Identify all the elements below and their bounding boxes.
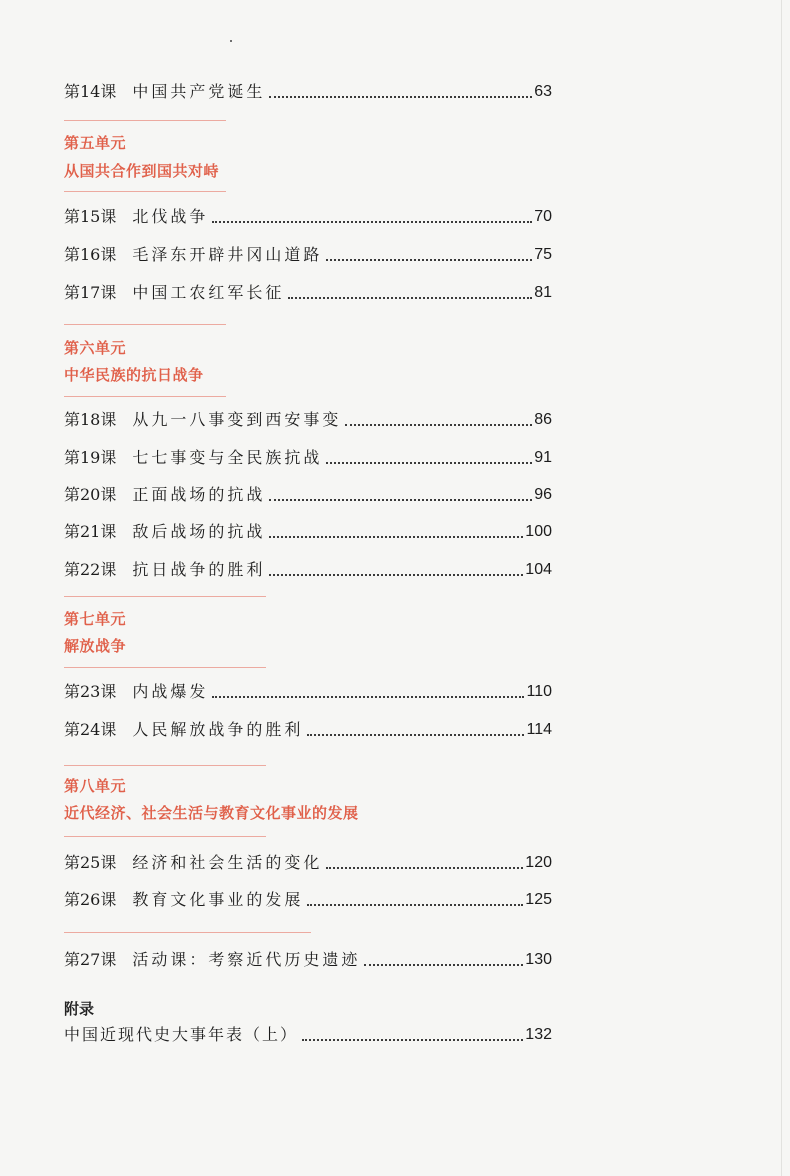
page-number: 81 xyxy=(534,284,552,301)
dot-leader xyxy=(307,734,524,736)
dot-leader xyxy=(212,221,532,223)
lesson-number: 第17课 xyxy=(64,283,117,302)
lesson-title: 毛泽东开辟井冈山道路 xyxy=(132,245,323,264)
page-number: 114 xyxy=(526,721,552,738)
unit-number: 第八单元 xyxy=(64,777,127,795)
unit-title: 近代经济、社会生活与教育文化事业的发展 xyxy=(64,804,359,822)
lesson-title: 七七事变与全民族抗战 xyxy=(132,448,323,467)
page-number: 96 xyxy=(534,486,552,503)
page-number: 120 xyxy=(525,854,552,871)
print-speck xyxy=(230,40,232,42)
unit-number: 第六单元 xyxy=(64,339,127,357)
page-number: 100 xyxy=(525,523,552,540)
section-divider xyxy=(64,932,311,933)
dot-leader xyxy=(302,1039,523,1041)
lesson-number: 第25课 xyxy=(64,853,117,872)
lesson-title: 正面战场的抗战 xyxy=(132,485,266,504)
page-edge xyxy=(781,0,782,1176)
unit-divider xyxy=(64,324,226,325)
toc-entry-27[interactable] xyxy=(64,946,552,970)
lesson-number: 第26课 xyxy=(64,890,117,909)
page-number: 86 xyxy=(534,411,552,428)
dot-leader xyxy=(326,867,523,869)
page-number: 130 xyxy=(525,951,552,968)
toc-entry-26[interactable] xyxy=(64,886,552,910)
dot-leader xyxy=(288,297,532,299)
toc-entry-19[interactable] xyxy=(64,444,552,468)
appendix-title: 中国近现代史大事年表（上） xyxy=(64,1025,299,1044)
lesson-number: 第15课 xyxy=(64,207,117,226)
toc-entry-14[interactable] xyxy=(64,78,552,102)
page-number: 63 xyxy=(534,83,552,100)
page-number: 91 xyxy=(534,449,552,466)
dot-leader xyxy=(269,499,532,501)
unit-divider xyxy=(64,191,226,192)
dot-leader xyxy=(269,574,523,576)
unit-number: 第七单元 xyxy=(64,610,127,628)
lesson-number: 第18课 xyxy=(64,410,117,429)
lesson-title: 中国共产党诞生 xyxy=(132,82,266,101)
dot-leader xyxy=(326,462,532,464)
lesson-number: 第19课 xyxy=(64,448,117,467)
unit-title: 从国共合作到国共对峙 xyxy=(64,162,220,180)
toc-entry-24[interactable] xyxy=(64,716,552,740)
unit-divider xyxy=(64,396,226,397)
lesson-number: 第14课 xyxy=(64,82,117,101)
toc-entry-22[interactable] xyxy=(64,556,552,580)
appendix-heading: 附录 xyxy=(64,1000,95,1018)
page-number: 104 xyxy=(525,561,552,578)
lesson-title: 中国工农红军长征 xyxy=(132,283,285,302)
lesson-title: 北伐战争 xyxy=(132,207,209,226)
lesson-title: 内战爆发 xyxy=(132,682,209,701)
dot-leader xyxy=(364,964,523,966)
page-number: 125 xyxy=(525,891,552,908)
unit-title: 中华民族的抗日战争 xyxy=(64,366,204,384)
lesson-number: 第24课 xyxy=(64,720,117,739)
dot-leader xyxy=(269,536,523,538)
page-number: 110 xyxy=(526,683,552,700)
toc-entry-16[interactable] xyxy=(64,241,552,265)
unit-divider xyxy=(64,836,266,837)
lesson-title: 经济和社会生活的变化 xyxy=(132,853,323,872)
unit-number: 第五单元 xyxy=(64,134,127,152)
lesson-number: 第27课 xyxy=(64,950,117,969)
page-number: 132 xyxy=(525,1026,552,1043)
lesson-title: 敌后战场的抗战 xyxy=(132,522,266,541)
toc-entry-20[interactable] xyxy=(64,481,552,505)
toc-entry-25[interactable] xyxy=(64,849,552,873)
page-number: 70 xyxy=(534,208,552,225)
lesson-number: 第20课 xyxy=(64,485,117,504)
toc-entry-15[interactable] xyxy=(64,203,552,227)
unit-title: 解放战争 xyxy=(64,637,127,655)
lesson-title: 抗日战争的胜利 xyxy=(132,560,266,579)
dot-leader xyxy=(345,424,532,426)
toc-entry-18[interactable] xyxy=(64,406,552,430)
dot-leader xyxy=(326,259,532,261)
lesson-title: 教育文化事业的发展 xyxy=(132,890,304,909)
unit-divider xyxy=(64,667,266,668)
dot-leader xyxy=(269,96,532,98)
dot-leader xyxy=(212,696,524,698)
lesson-number: 第21课 xyxy=(64,522,117,541)
toc-entry-17[interactable] xyxy=(64,279,552,303)
lesson-number: 第16课 xyxy=(64,245,117,264)
unit-divider xyxy=(64,765,266,766)
lesson-title: 活动课：考察近代历史遗迹 xyxy=(132,950,361,969)
toc-entry-21[interactable] xyxy=(64,518,552,542)
lesson-number: 第23课 xyxy=(64,682,117,701)
lesson-title: 人民解放战争的胜利 xyxy=(132,720,304,739)
unit-divider xyxy=(64,120,226,121)
toc-entry-appendix[interactable] xyxy=(64,1021,552,1045)
unit-divider xyxy=(64,596,266,597)
lesson-title: 从九一八事变到西安事变 xyxy=(132,410,342,429)
page-number: 75 xyxy=(534,246,552,263)
dot-leader xyxy=(307,904,523,906)
lesson-number: 第22课 xyxy=(64,560,117,579)
toc-entry-23[interactable] xyxy=(64,678,552,702)
